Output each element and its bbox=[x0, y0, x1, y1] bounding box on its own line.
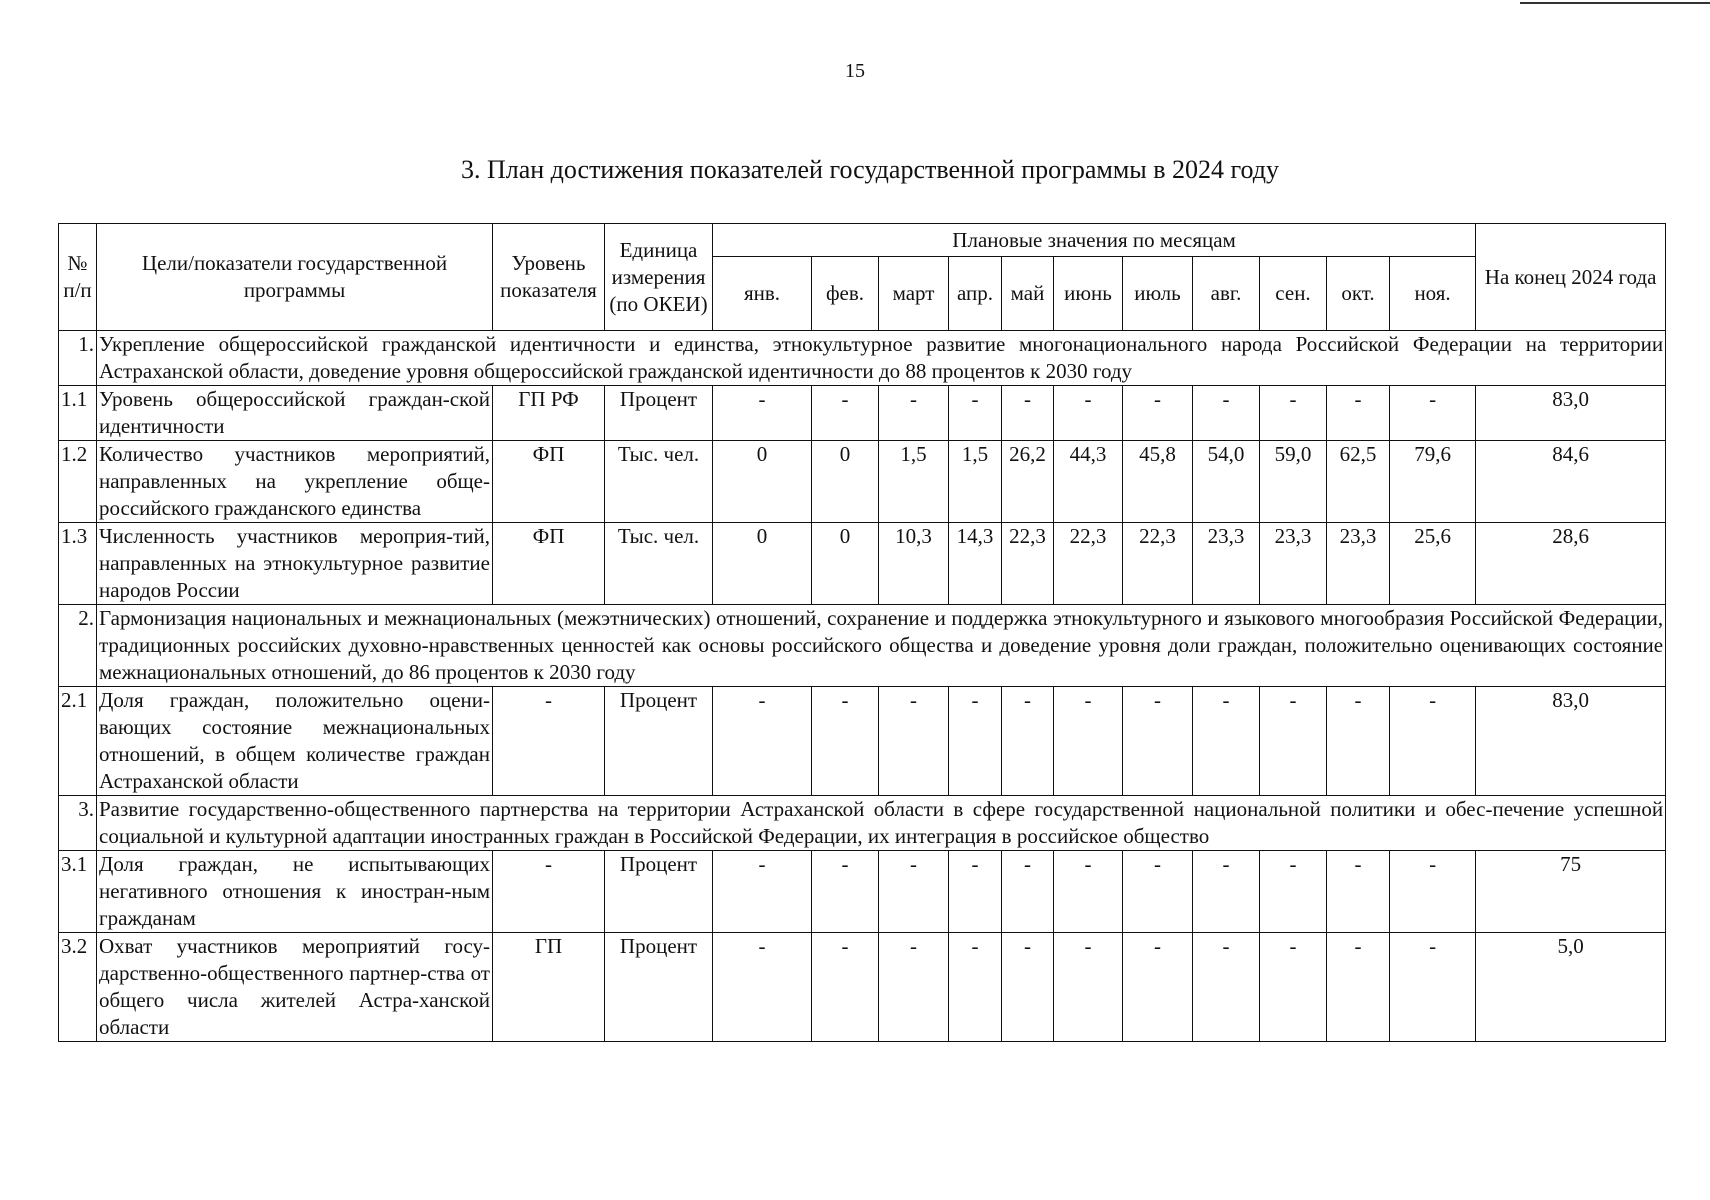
month-value: 10,3 bbox=[879, 523, 949, 605]
indicator-level: ГП bbox=[493, 933, 605, 1042]
month-value: - bbox=[812, 687, 879, 796]
month-value: 0 bbox=[812, 523, 879, 605]
header-month: май bbox=[1002, 257, 1054, 331]
goal-number: 2. bbox=[59, 605, 97, 687]
month-value: 0 bbox=[812, 441, 879, 523]
header-monthly: Плановые значения по месяцам bbox=[713, 224, 1476, 257]
header-unit: Единица измерения (по ОКЕИ) bbox=[605, 224, 713, 331]
month-value: 14,3 bbox=[949, 523, 1002, 605]
top-edge-line bbox=[1520, 2, 1710, 4]
month-value: - bbox=[812, 851, 879, 933]
header-year-end: На конец 2024 года bbox=[1476, 224, 1666, 331]
header-num: № п/п bbox=[59, 224, 97, 331]
year-end-value: 75 bbox=[1476, 851, 1666, 933]
month-value: - bbox=[812, 386, 879, 441]
indicator-row bbox=[59, 523, 1666, 605]
month-value: - bbox=[1260, 933, 1327, 1042]
month-value: 62,5 bbox=[1327, 441, 1390, 523]
indicator-unit: Процент bbox=[605, 933, 713, 1042]
goal-text: Укрепление общероссийской гражданской идентичности и единства, этнокультурное развитие многонационального народа Российской Федерации на территории Астраханской области, доведение уровня общероссийской гражданской идентичности до 88 процентов к 2030 году bbox=[97, 331, 1666, 386]
indicator-unit: Процент bbox=[605, 851, 713, 933]
year-end-value: 83,0 bbox=[1476, 687, 1666, 796]
indicator-row bbox=[59, 933, 1666, 1042]
month-value: - bbox=[1123, 933, 1193, 1042]
month-value: - bbox=[812, 933, 879, 1042]
indicator-level: ФП bbox=[493, 523, 605, 605]
month-value: 54,0 bbox=[1193, 441, 1260, 523]
month-value: - bbox=[879, 687, 949, 796]
page-number: 15 bbox=[845, 60, 865, 82]
indicator-row bbox=[59, 441, 1666, 523]
month-value: - bbox=[1260, 386, 1327, 441]
goal-text: Гармонизация национальных и межнациональных (межэтнических) отношений, сохранение и поддержка этнокультурного и языкового многообразия Российской Федерации, традиционных российских духовно-нравственных ценностей как основы российского общества и доведение уровня доли граждан, положительно оценивающих состояние межнациональных отношений, до 86 процентов к 2030 году bbox=[97, 605, 1666, 687]
year-end-value: 83,0 bbox=[1476, 386, 1666, 441]
month-value: - bbox=[1260, 851, 1327, 933]
indicator-name: Численность участников мероприя-тий, направленных на этнокультурное развитие народов России bbox=[97, 523, 493, 605]
month-value: - bbox=[1327, 933, 1390, 1042]
indicator-name: Количество участников мероприятий, направленных на укрепление обще-российского гражданского единства bbox=[97, 441, 493, 523]
goal-row bbox=[59, 796, 1666, 851]
header-month: окт. bbox=[1327, 257, 1390, 331]
header-month: янв. bbox=[713, 257, 812, 331]
indicator-unit: Тыс. чел. bbox=[605, 523, 713, 605]
header-month: авг. bbox=[1193, 257, 1260, 331]
month-value: - bbox=[1390, 386, 1476, 441]
indicator-row bbox=[59, 851, 1666, 933]
month-value: - bbox=[1390, 933, 1476, 1042]
indicator-number: 1.2 bbox=[59, 441, 97, 523]
month-value: 25,6 bbox=[1390, 523, 1476, 605]
indicator-number: 3.1 bbox=[59, 851, 97, 933]
goal-row bbox=[59, 605, 1666, 687]
month-value: - bbox=[1390, 851, 1476, 933]
header-goal: Цели/показатели государственной программы bbox=[97, 224, 493, 331]
month-value: - bbox=[949, 687, 1002, 796]
month-value: 22,3 bbox=[1054, 523, 1123, 605]
month-value: 79,6 bbox=[1390, 441, 1476, 523]
indicator-number: 2.1 bbox=[59, 687, 97, 796]
month-value: 22,3 bbox=[1123, 523, 1193, 605]
month-value: - bbox=[713, 933, 812, 1042]
month-value: - bbox=[1054, 933, 1123, 1042]
indicator-row bbox=[59, 687, 1666, 796]
month-value: - bbox=[1327, 687, 1390, 796]
month-value: - bbox=[713, 687, 812, 796]
plan-table bbox=[58, 223, 1666, 1042]
indicator-name: Охват участников мероприятий госу-дарственно-общественного партнер-ства от общего числа жителей Астра-ханской области bbox=[97, 933, 493, 1042]
month-value: - bbox=[1123, 386, 1193, 441]
month-value: 23,3 bbox=[1327, 523, 1390, 605]
goal-row bbox=[59, 331, 1666, 386]
month-value: 0 bbox=[713, 441, 812, 523]
header-level: Уровень показателя bbox=[493, 224, 605, 331]
indicator-number: 3.2 bbox=[59, 933, 97, 1042]
month-value: - bbox=[1260, 687, 1327, 796]
indicator-level: - bbox=[493, 687, 605, 796]
month-value: - bbox=[879, 933, 949, 1042]
month-value: - bbox=[1002, 933, 1054, 1042]
month-value: - bbox=[949, 933, 1002, 1042]
indicator-level: - bbox=[493, 851, 605, 933]
month-value: 26,2 bbox=[1002, 441, 1054, 523]
indicator-row bbox=[59, 386, 1666, 441]
month-value: - bbox=[713, 851, 812, 933]
indicator-name: Уровень общероссийской граждан-ской идентичности bbox=[97, 386, 493, 441]
month-value: - bbox=[1390, 687, 1476, 796]
indicator-unit: Процент bbox=[605, 386, 713, 441]
month-value: 22,3 bbox=[1002, 523, 1054, 605]
header-month: апр. bbox=[949, 257, 1002, 331]
month-value: 44,3 bbox=[1054, 441, 1123, 523]
month-value: - bbox=[1002, 687, 1054, 796]
year-end-value: 28,6 bbox=[1476, 523, 1666, 605]
month-value: - bbox=[1054, 386, 1123, 441]
goal-text: Развитие государственно-общественного партнерства на территории Астраханской области в сфере государственной национальной политики и обес-печение успешной социальной и культурной адаптации иностранных граждан в Российской Федерации, их интеграция в российское общество bbox=[97, 796, 1666, 851]
indicator-unit: Тыс. чел. bbox=[605, 441, 713, 523]
month-value: 1,5 bbox=[879, 441, 949, 523]
header-month: сен. bbox=[1260, 257, 1327, 331]
header-month: фев. bbox=[812, 257, 879, 331]
month-value: 23,3 bbox=[1193, 523, 1260, 605]
header-month: июль bbox=[1123, 257, 1193, 331]
month-value: - bbox=[1193, 851, 1260, 933]
month-value: - bbox=[1193, 933, 1260, 1042]
month-value: - bbox=[1123, 687, 1193, 796]
month-value: - bbox=[879, 386, 949, 441]
month-value: - bbox=[1193, 386, 1260, 441]
goal-number: 3. bbox=[59, 796, 97, 851]
goal-number: 1. bbox=[59, 331, 97, 386]
month-value: - bbox=[1193, 687, 1260, 796]
month-value: - bbox=[949, 851, 1002, 933]
indicator-level: ГП РФ bbox=[493, 386, 605, 441]
month-value: - bbox=[1327, 386, 1390, 441]
month-value: - bbox=[949, 386, 1002, 441]
month-value: - bbox=[1123, 851, 1193, 933]
month-value: - bbox=[1327, 851, 1390, 933]
indicator-number: 1.3 bbox=[59, 523, 97, 605]
indicator-name: Доля граждан, положительно оцени-вающих состояние межнациональных отношений, в общем количестве граждан Астраханской области bbox=[97, 687, 493, 796]
indicator-number: 1.1 bbox=[59, 386, 97, 441]
month-value: - bbox=[1054, 851, 1123, 933]
month-value: - bbox=[713, 386, 812, 441]
month-value: 0 bbox=[713, 523, 812, 605]
indicator-name: Доля граждан, не испытывающих негативного отношения к иностран-ным гражданам bbox=[97, 851, 493, 933]
header-month: ноя. bbox=[1390, 257, 1476, 331]
indicator-unit: Процент bbox=[605, 687, 713, 796]
header-month: июнь bbox=[1054, 257, 1123, 331]
page-title: 3. План достижения показателей государственной программы в 2024 году bbox=[460, 155, 1280, 184]
month-value: 45,8 bbox=[1123, 441, 1193, 523]
month-value: 23,3 bbox=[1260, 523, 1327, 605]
indicator-level: ФП bbox=[493, 441, 605, 523]
month-value: - bbox=[1002, 386, 1054, 441]
year-end-value: 5,0 bbox=[1476, 933, 1666, 1042]
month-value: - bbox=[1054, 687, 1123, 796]
year-end-value: 84,6 bbox=[1476, 441, 1666, 523]
month-value: - bbox=[1002, 851, 1054, 933]
month-value: - bbox=[879, 851, 949, 933]
month-value: 1,5 bbox=[949, 441, 1002, 523]
header-month: март bbox=[879, 257, 949, 331]
month-value: 59,0 bbox=[1260, 441, 1327, 523]
